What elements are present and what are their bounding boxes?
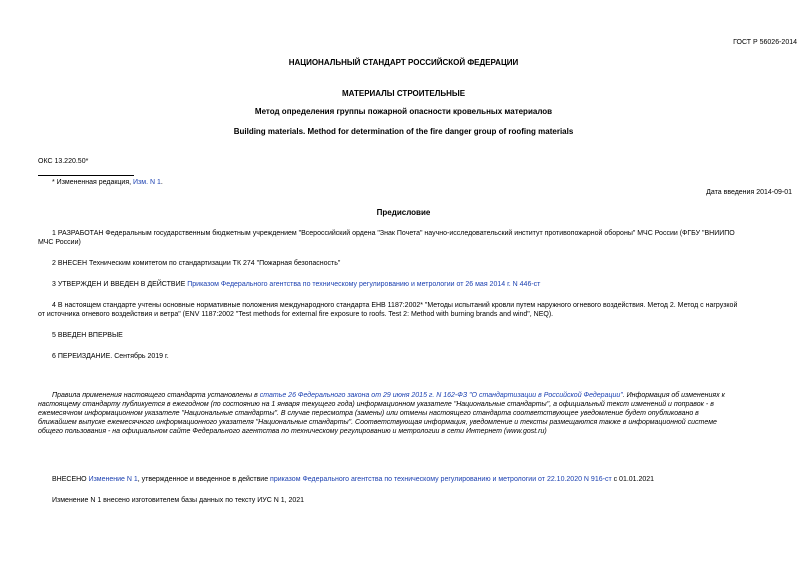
rules-line-4: ближайшем выпуске ежемесячного информационного указателя "Национальные стандарты". Соответствующая информация, уведомление и тексты размещаются также в информационной системе xyxy=(38,419,717,426)
foreword-item-2: 2 ВНЕСЕН Техническим комитетом по стандартизации ТК 274 "Пожарная безопасность" xyxy=(52,260,341,267)
approval-order-link[interactable]: Приказом Федерального агентства по техническому регулированию и метрологии от 26 мая 2014 г. N 446-ст xyxy=(187,281,541,288)
foreword-item-5: 5 ВВЕДЕН ВПЕРВЫЕ xyxy=(52,332,123,339)
document-code: ГОСТ Р 56026-2014 xyxy=(733,39,797,46)
foreword-item-3 xyxy=(52,280,540,289)
foreword-item-4-line-2: от источника огневого воздействия и ветра" (ENV 1187:2002 "Test methods for external fire exposure to roofs. Test 2: Method with burning brands and wind", NEQ). xyxy=(38,311,554,318)
document-title: МАТЕРИАЛЫ СТРОИТЕЛЬНЫЕ xyxy=(341,89,466,98)
intro-date: Дата введения 2014-09-01 xyxy=(706,189,792,196)
rules-line-2: настоящему стандарту публикуется в ежегодном (по состоянию на 1 января текущего года) информационном указателе "Национальные стандарты", а официальный текст изменений и поправок - в xyxy=(38,401,714,408)
amendment-note: Изменение N 1 внесено изготовителем базы данных по тексту ИУС N 1, 2021 xyxy=(52,497,305,504)
foreword-item-1-line-1: 1 РАЗРАБОТАН Федеральным государственным бюджетным учреждением "Всероссийский ордена "Знак Почета" научно-исследовательский институт противопожарной обороны" МЧС России (ФГБУ "ВНИИПО xyxy=(52,230,735,237)
document-subtitle-en: Building materials. Method for determination of the fire danger group of roofing materials xyxy=(233,127,574,136)
foreword-item-4-line-1: 4 В настоящем стандарте учтены основные нормативные положения международного стандарта ЕНВ 1187:2002* "Методы испытаний кровли путем наружного огневого воздействия. Метод 2. Метод с нагрузкой xyxy=(52,302,738,309)
oks-code: ОКС 13.220.50* xyxy=(38,158,89,165)
document-subtitle-ru: Метод определения группы пожарной опасности кровельных материалов xyxy=(254,107,553,116)
amendment-order-link[interactable]: приказом Федерального агентства по техническому регулированию и метрологии от 22.10.2020 N 916-ст xyxy=(270,476,612,483)
footnote xyxy=(52,178,163,187)
footnote-text: * Измененная редакция, xyxy=(52,179,134,186)
foreword-item-3-text: 3 УТВЕРЖДЕН И ВВЕДЕН В ДЕЙСТВИЕ xyxy=(52,281,188,288)
rules-line-5: общего пользования - на официальном сайте Федерального агентства по техническому регулированию и метрологии в сети Интернет (www.gost.ru) xyxy=(38,428,547,435)
foreword-item-6: 6 ПЕРЕИЗДАНИЕ. Сентябрь 2019 г. xyxy=(52,353,169,360)
rules-text-end: . Информация об изменениях к xyxy=(622,392,725,399)
national-standard-heading: НАЦИОНАЛЬНЫЙ СТАНДАРТ РОССИЙСКОЙ ФЕДЕРАЦИИ xyxy=(288,58,519,67)
footnote-end: . xyxy=(160,179,163,186)
amendment-line xyxy=(52,475,654,484)
amendment-link[interactable]: Изм. N 1 xyxy=(133,179,161,186)
footnote-divider xyxy=(38,175,134,176)
rules-text: Правила применения настоящего стандарта установлены в xyxy=(52,392,260,399)
federal-law-link[interactable]: статье 26 Федерального закона от 29 июня 2015 г. N 162-ФЗ "О стандартизации в Российской Федерации" xyxy=(259,392,623,399)
amendment-text: ВНЕСЕНО xyxy=(52,476,89,483)
rules-line-3: ежемесячном информационном указателе "Национальные стандарты". В случае пересмотра (замены) или отмены настоящего стандарта соответствующее уведомление будет опубликовано в xyxy=(38,410,699,417)
foreword-heading: Предисловие xyxy=(376,208,431,217)
amendment-1-link[interactable]: Изменение N 1 xyxy=(88,476,138,483)
foreword-item-1-line-2: МЧС России) xyxy=(38,239,81,246)
amendment-text-end: с 01.01.2021 xyxy=(611,476,655,483)
amendment-text-middle: , утвержденное и введенное в действие xyxy=(137,476,271,483)
rules-line-1 xyxy=(52,391,725,400)
